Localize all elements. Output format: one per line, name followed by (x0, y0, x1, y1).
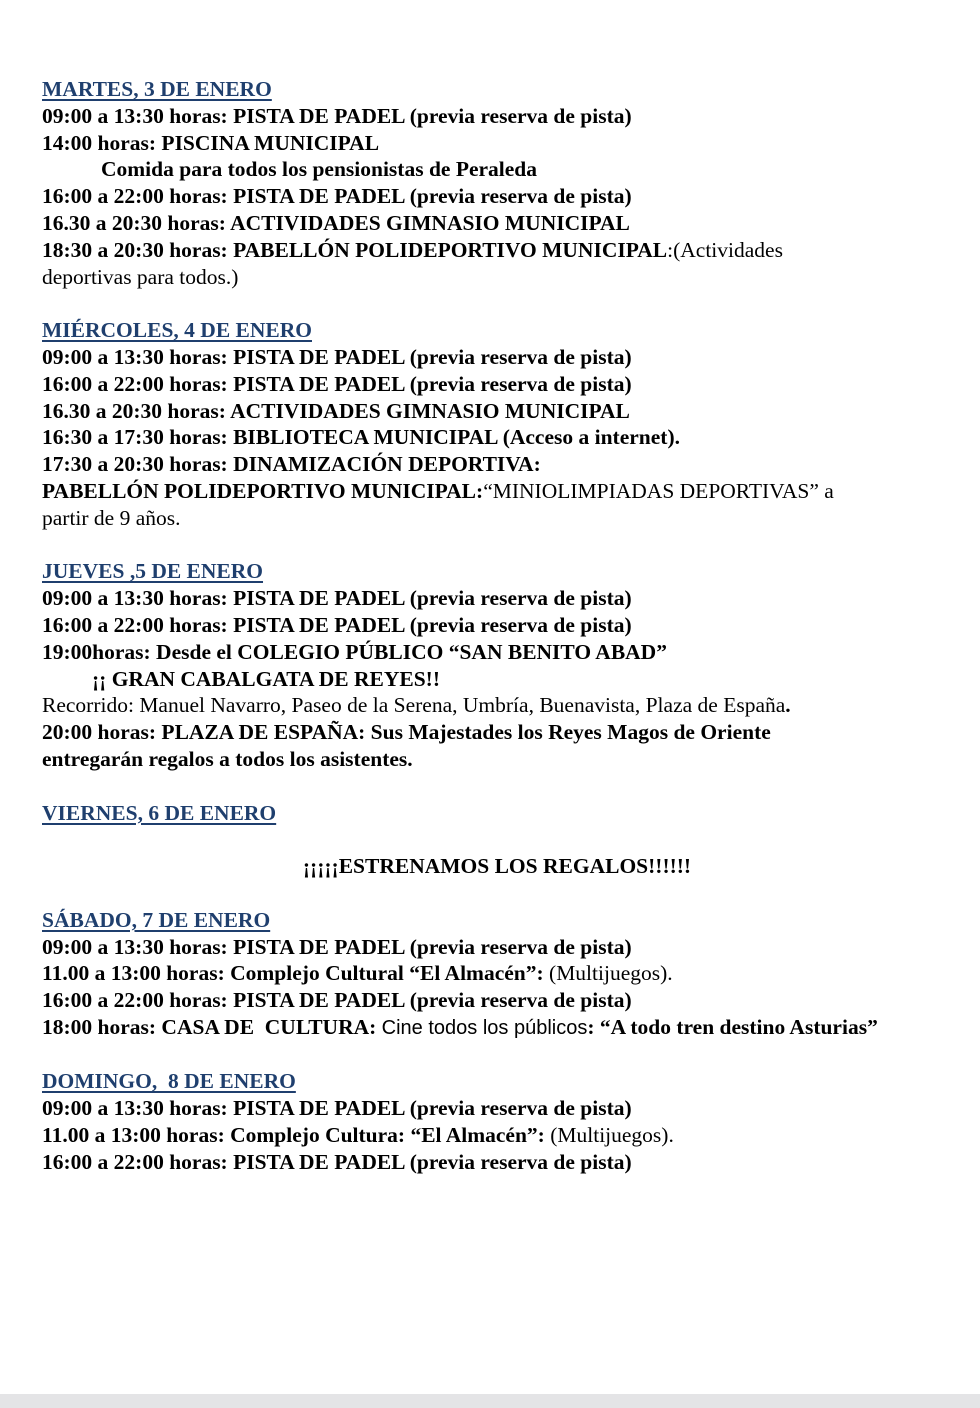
line-text: 18:00 horas: CASA DE CULTURA: (42, 1014, 382, 1039)
line-text: 18:30 a 20:30 horas: PABELLÓN POLIDEPORTIVO MUNICIPAL (42, 237, 668, 262)
line-text: 17:30 a 20:30 horas: DINAMIZACIÓN DEPORTIVA: (42, 452, 541, 477)
day-section-jueves (42, 558, 972, 772)
schedule-line (42, 853, 952, 880)
line-text: 16.30 a 20:30 horas: ACTIVIDADES GIMNASIO MUNICIPAL (42, 210, 630, 235)
line-text: “MINIOLIMPIADAS DEPORTIVAS” a (483, 478, 834, 503)
line-text: 11.00 a 13:00 horas: Complejo Cultura: “El Almacén”: (42, 1123, 551, 1148)
line-text: 14:00 horas: PISCINA MUNICIPAL (42, 130, 380, 155)
schedule-line (42, 719, 972, 746)
schedule-line (42, 424, 972, 451)
line-text: 11.00 a 13:00 horas: Complejo Cultural “El Almacén”: (42, 961, 550, 986)
schedule-line (42, 156, 972, 183)
line-text: :(Actividades (667, 237, 783, 262)
line-text: Recorrido: Manuel Navarro, Paseo de la Serena, Umbría, Buenavista, Plaza de España (42, 693, 786, 718)
schedule-line (42, 451, 972, 478)
schedule-line (42, 746, 972, 773)
schedule-line (42, 1014, 972, 1042)
schedule-line (42, 237, 972, 264)
schedule-line (42, 1095, 972, 1122)
line-text: (Multijuegos). (549, 961, 673, 986)
day-heading: SÁBADO, 7 DE ENERO (42, 907, 271, 932)
schedule-line (42, 344, 972, 371)
schedule-line (42, 505, 972, 532)
line-text: 16:00 a 22:00 horas: PISTA DE PADEL (previa reserva de pista) (42, 184, 632, 209)
line-text: 20:00 horas: PLAZA DE ESPAÑA: Sus Majestades los Reyes Magos de Oriente (42, 720, 771, 745)
line-text: PABELLÓN POLIDEPORTIVO MUNICIPAL: (42, 478, 484, 503)
schedule-line (42, 478, 972, 505)
day-section-viernes (42, 800, 972, 880)
schedule-line (42, 960, 972, 987)
schedule-line (42, 130, 972, 157)
day-heading: DOMINGO, 8 DE ENERO (42, 1069, 296, 1094)
schedule-line (42, 987, 972, 1014)
line-text: 09:00 a 13:30 horas: PISTA DE PADEL (previa reserva de pista) (42, 934, 632, 959)
schedule-line (42, 585, 972, 612)
line-text: entregarán regalos a todos los asistentes. (42, 746, 413, 771)
day-heading: VIERNES, 6 DE ENERO (42, 800, 277, 825)
line-text: 16:00 a 22:00 horas: PISTA DE PADEL (previa reserva de pista) (42, 1149, 632, 1174)
schedule-line (42, 183, 972, 210)
schedule-line (42, 934, 972, 961)
schedule-line (42, 666, 972, 693)
schedule-line (42, 371, 972, 398)
line-text: 16:00 a 22:00 horas: PISTA DE PADEL (previa reserva de pista) (42, 988, 632, 1013)
schedule-line (42, 1149, 972, 1176)
line-text: deportivas para todos.) (42, 264, 239, 289)
line-text: 16:30 a 17:30 horas: BIBLIOTECA MUNICIPAL (Acceso a internet). (42, 425, 680, 450)
line-text: (Multijuegos). (550, 1123, 674, 1148)
line-text: Cine todos los públicos (381, 1016, 588, 1039)
day-heading: MARTES, 3 DE ENERO (42, 77, 272, 101)
line-text: Comida para todos los pensionistas de Peraleda (101, 157, 538, 182)
schedule-line (42, 103, 972, 130)
day-heading: MIÉRCOLES, 4 DE ENERO (42, 318, 312, 343)
day-section-sabado (42, 907, 972, 1042)
line-text: 09:00 a 13:30 horas: PISTA DE PADEL (previa reserva de pista) (42, 1096, 632, 1121)
schedule-line (42, 639, 972, 666)
line-text: ¡¡¡¡¡ESTRENAMOS LOS REGALOS!!!!!! (302, 854, 692, 879)
schedule-line (42, 612, 972, 639)
day-section-domingo (42, 1068, 972, 1175)
viewer-bottom-edge (0, 1394, 980, 1408)
schedule-line (42, 692, 972, 719)
schedule-line (42, 1122, 972, 1149)
line-text: : “A todo tren destino Asturias” (587, 1014, 878, 1039)
line-text: ¡¡ GRAN CABALGATA DE REYES!! (92, 666, 440, 691)
line-text: 19:00horas: Desde el COLEGIO PÚBLICO “SAN BENITO ABAD” (42, 639, 667, 664)
line-text: . (785, 693, 791, 718)
line-text: 09:00 a 13:30 horas: PISTA DE PADEL (previa reserva de pista) (42, 344, 632, 369)
line-text: 16:00 a 22:00 horas: PISTA DE PADEL (previa reserva de pista) (42, 612, 632, 637)
line-text: partir de 9 años. (42, 505, 181, 530)
day-section-martes (42, 76, 972, 290)
schedule-line (42, 210, 972, 237)
line-text: 16.30 a 20:30 horas: ACTIVIDADES GIMNASIO MUNICIPAL (42, 398, 630, 423)
day-heading: JUEVES ,5 DE ENERO (42, 559, 264, 584)
schedule-line (42, 398, 972, 425)
line-text: 16:00 a 22:00 horas: PISTA DE PADEL (previa reserva de pista) (42, 371, 632, 396)
schedule-content (42, 76, 972, 1202)
day-section-miercoles (42, 317, 972, 531)
line-text: 09:00 a 13:30 horas: PISTA DE PADEL (previa reserva de pista) (42, 103, 632, 128)
schedule-line (42, 264, 972, 291)
blank-line (42, 826, 972, 853)
line-text: 09:00 a 13:30 horas: PISTA DE PADEL (previa reserva de pista) (42, 586, 632, 611)
